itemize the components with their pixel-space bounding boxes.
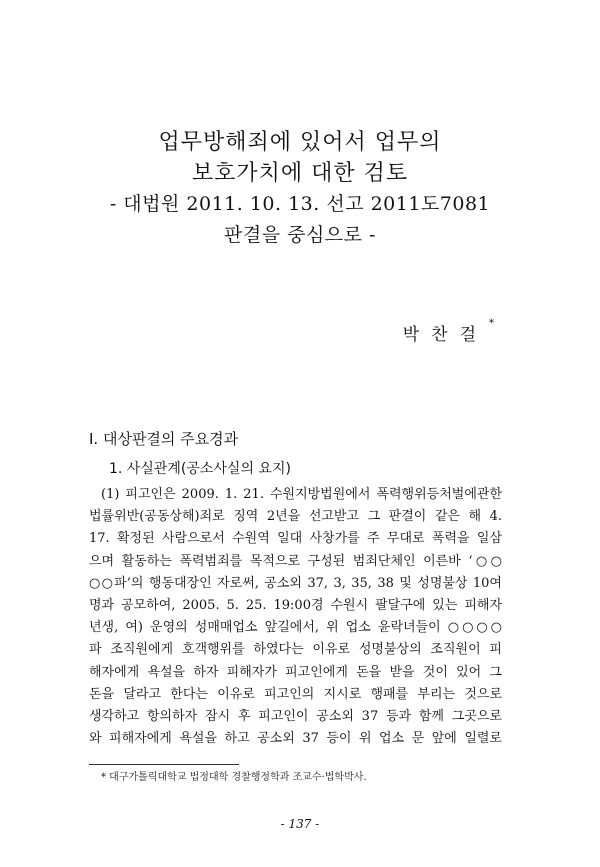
subsection-heading: 1. 사실관계(공소사실의 요지) <box>109 461 291 477</box>
body-line: 파 조직원에게 호객행위를 하였다는 이유로 성명불상의 조직원이 피 <box>89 642 502 658</box>
title-line-1: 업무방해죄에 있어서 업무의 <box>158 130 442 155</box>
body-line: (1) 피고인은 2009. 1. 21. 수원지방법원에서 폭력행위등처벌에관한 <box>101 487 502 502</box>
body-line: 돈을 달라고 한다는 이유로 피고인의 지시로 행패를 부리는 것으로 <box>89 686 502 702</box>
title-block <box>0 127 600 251</box>
page-number: - 137 - <box>280 817 320 831</box>
section-heading: Ⅰ. 대상판결의 주요경과 <box>89 430 239 448</box>
author-name: 박찬걸 <box>402 325 488 345</box>
body-line: 생각하고 항의하자 잠시 후 피고인이 공소외 37 등과 함께 그곳으로 <box>89 708 502 724</box>
body-line: 명과 공모하여, 2005. 5. 25. 19:00경 수원시 팔달구에 있는 피해자 <box>89 597 502 613</box>
body-line: 으며 활동하는 폭력범죄를 목적으로 구성된 범죄단체인 이른바 ‘○○ <box>89 553 502 569</box>
body-line: ○○파’의 행동대장인 자로써, 공소외 37, 3, 35, 38 및 성명불상 10여 <box>89 575 502 591</box>
footnote-divider <box>89 764 239 765</box>
body-line: 년생, 여) 운영의 성매매업소 앞길에서, 위 업소 윤락녀들이 ○○○○ <box>89 620 502 636</box>
title-line-2: 보호가치에 대한 검토 <box>191 161 409 186</box>
body-line: 17. 확정된 사람으로서 수원역 일대 사창가를 주 무대로 폭력을 일삼 <box>89 531 502 547</box>
footnote: * 대구가톨릭대학교 법정대학 경찰행정학과 조교수·법학박사. <box>101 772 367 783</box>
body-line: 와 피해자에게 욕설을 하고 공소외 37 등이 위 업소 문 앞에 일렬로 <box>89 731 502 747</box>
subtitle-line-1: - 대법원 2011. 10. 13. 선고 2011도7081 <box>109 193 491 215</box>
body-line: 법률위반(공동상해)죄로 징역 2년을 선고받고 그 판결이 같은 해 4. <box>89 509 502 525</box>
body-line: 해자에게 욕설을 하자 피해자가 피고인에게 돈을 받을 것이 있어 그 <box>89 664 502 680</box>
subtitle-line-2: 판결을 중심으로 - <box>224 224 376 246</box>
author-footnote-mark: * <box>489 318 494 329</box>
body-paragraph <box>89 484 502 750</box>
